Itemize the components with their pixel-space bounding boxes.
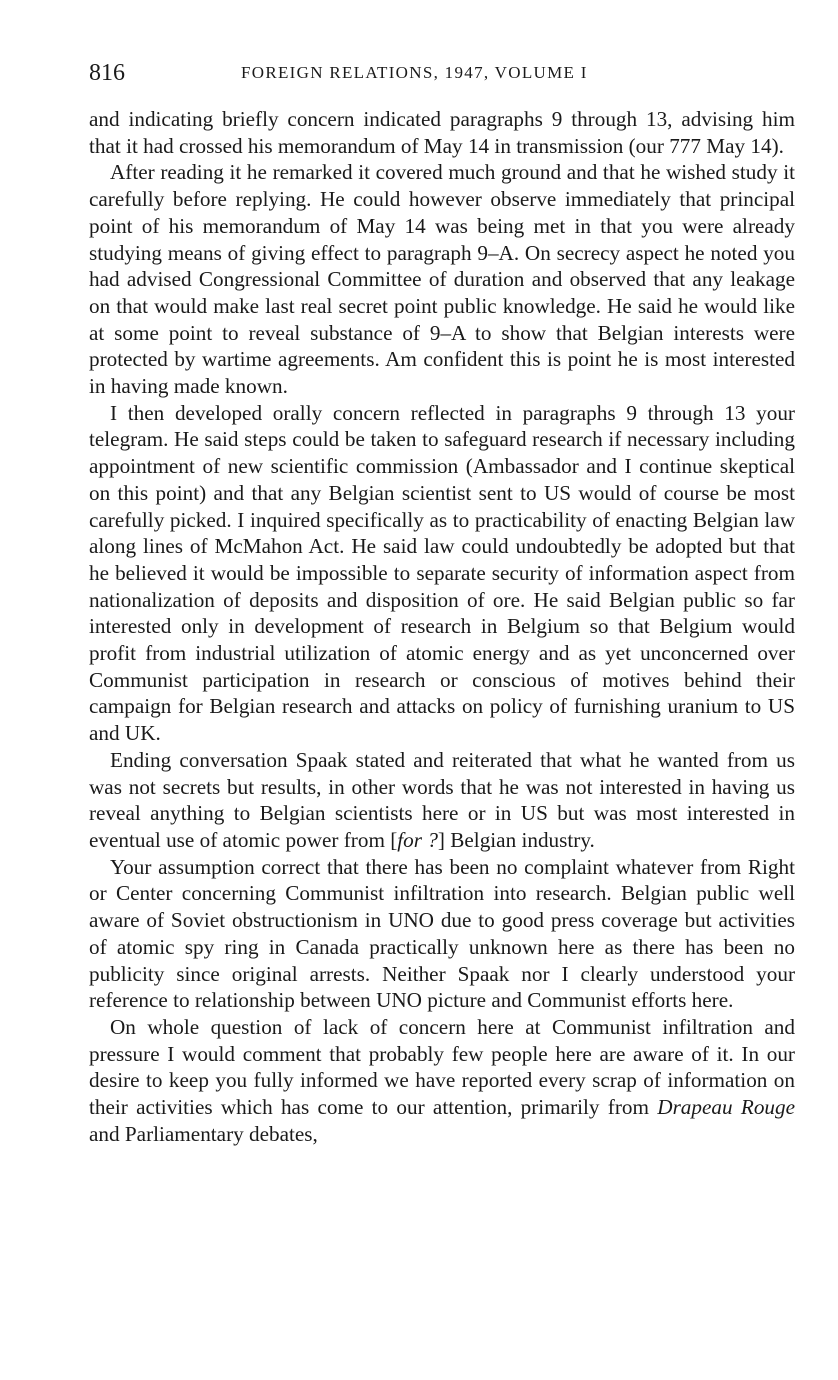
paragraph-6-text: On whole question of lack of concern here at Communist infiltration and pressure I would comment that probably few people here are aware of it. In our desire to keep you fully informed we have reported every scrap of information on their activities which has come to our attention, primarily from xyxy=(89,1014,795,1120)
page-header xyxy=(89,56,795,88)
editorial-insertion: for ? xyxy=(397,827,438,852)
document-page xyxy=(89,56,795,1147)
paragraph-6 xyxy=(89,1014,795,1148)
paragraph-2: After reading it he remarked it covered much ground and that he wished study it carefully before replying. He could however observe immediately that principal point of his memorandum of May 14 was being met in that you were already studying means of giving effect to paragraph 9–A. On secrecy aspect he noted you had advised Congressional Committee of duration and observed that any leakage on that would make last real secret point public knowledge. He said he would like at some point to reveal substance of 9–A to show that Belgian interests were protected by wartime agreements. Am confident this is point he is most interested in having made known. xyxy=(89,160,795,399)
running-head: FOREIGN RELATIONS, 1947, VOLUME I xyxy=(241,63,588,82)
paragraph-3: I then developed orally concern reflected in paragraphs 9 through 13 your telegram. He said steps could be taken to safeguard research if necessary including appointment of new scientific commission (Ambassador and I continue skeptical on this point) and that any Belgian scientist sent to US would of course be most carefully picked. I inquired specifically as to practicability of enacting Belgian law along lines of McMahon Act. He said law could undoubtedly be adopted but that he believed it would be impossible to separate security of information aspect from nationalization of deposits and disposition of ore. He said Belgian public so far interested only in development of research in Belgium so that Belgium would profit from industrial utilization of atomic energy and as yet unconcerned over Communist participation in research or conscious of motives behind their campaign for Belgian research and attacks on policy of furnishing uranium to US and UK. xyxy=(89,400,795,746)
paragraph-4 xyxy=(89,747,795,854)
page-number: 816 xyxy=(89,60,125,86)
paragraph-4-text-end: ] Belgian industry. xyxy=(437,827,595,852)
paragraph-5: Your assumption correct that there has been no complaint whatever from Right or Center concerning Communist infiltration into research. Belgian public well aware of Soviet obstructionism in UNO due to good press coverage but activities of atomic spy ring in Canada practically unknown here as there has been no publicity since original arrests. Neither Spaak nor I clearly understood your reference to relationship between UNO picture and Communist efforts here. xyxy=(89,854,795,1013)
paragraph-6-text-end: and Parliamentary debates, xyxy=(89,1121,318,1146)
paragraph-4-text: Ending conversation Spaak stated and reiterated that what he wanted from us was not secrets but results, in other words that he was not interested in having us reveal anything to Belgian scientists here or in US but was most interested in eventual use of atomic power from [ xyxy=(89,747,795,852)
newspaper-title: Drapeau Rouge xyxy=(657,1095,796,1120)
paragraph-1: and indicating briefly concern indicated paragraphs 9 through 13, advising him that it had crossed his memorandum of May 14 in transmission (our 777 May 14). xyxy=(89,107,795,158)
body-text xyxy=(89,106,795,1147)
